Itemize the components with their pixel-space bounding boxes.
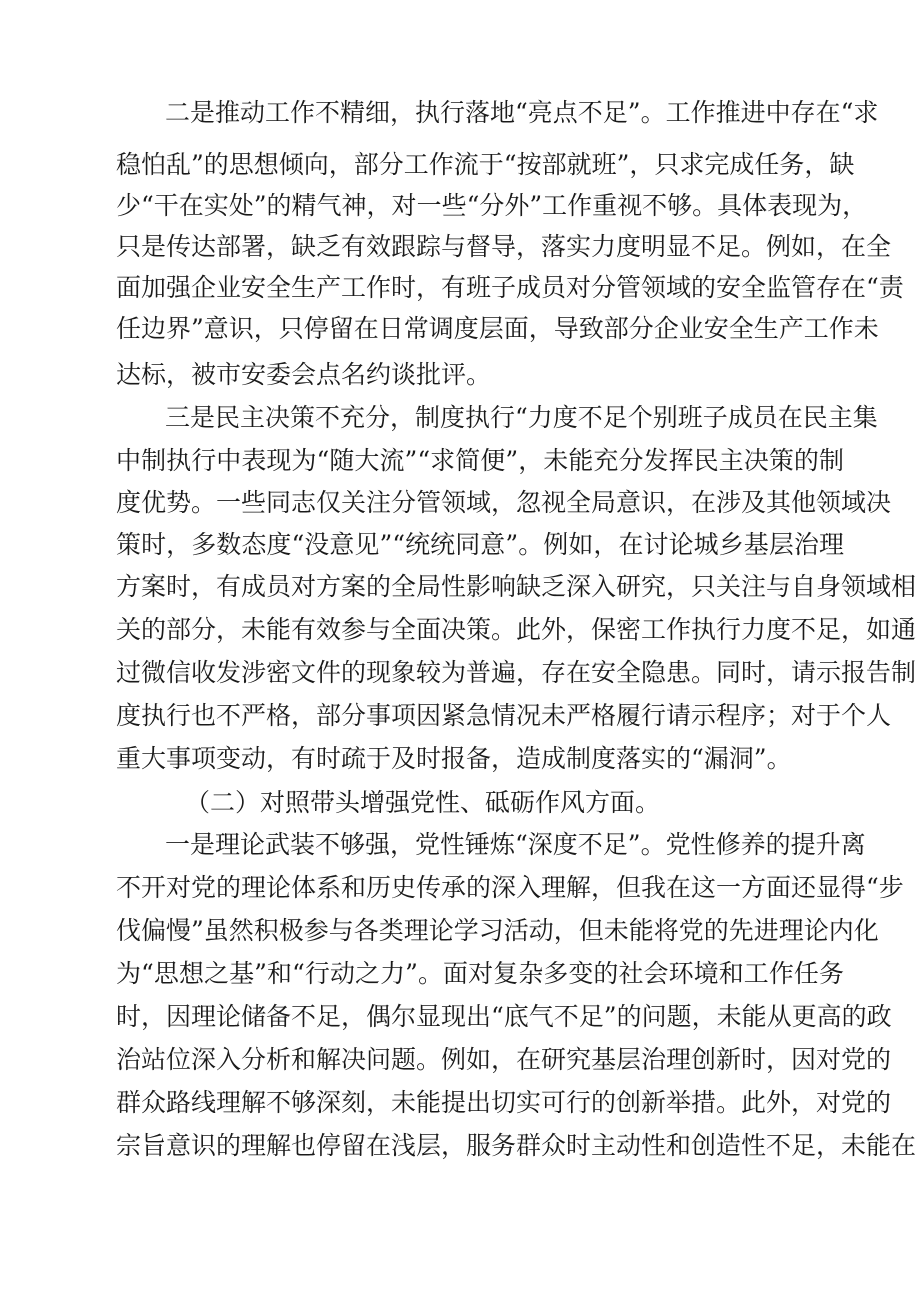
paragraph-line: 达标，被市安委会点名约谈批评。 <box>116 360 492 389</box>
paragraph-line: 关的部分，未能有效参与全面决策。此外，保密工作执行力度不足，如通 <box>116 615 917 644</box>
paragraph-line: 只是传达部署，缺乏有效跟踪与督导，落实力度明显不足。例如，在全 <box>116 232 892 261</box>
paragraph-line: 为“思想之基”和“行动之力”。面对复杂多变的社会环境和工作任务 <box>116 959 844 988</box>
paragraph-line: 宗旨意识的理解也停留在浅层，服务群众时主动性和创造性不足，未能在 <box>116 1131 917 1160</box>
paragraph-line: 面加强企业安全生产工作时，有班子成员对分管领域的安全监管存在“责 <box>116 273 904 302</box>
paragraph-line: 伐偏慢”虽然积极参与各类理论学习活动，但未能将党的先进理论内化 <box>116 916 879 945</box>
paragraph-line: 任边界”意识，只停留在日常调度层面，导致部分企业安全生产工作未 <box>116 314 879 343</box>
paragraph-line: 度优势。一些同志仅关注分管领域，忽视全局意识，在涉及其他领域决 <box>116 488 892 517</box>
paragraph-line: 策时，多数态度“没意见”“统统同意”。例如，在讨论城乡基层治理 <box>116 530 844 559</box>
paragraph-line: 稳怕乱”的思想倾向，部分工作流于“按部就班”，只求完成任务，缺 <box>116 150 855 179</box>
paragraph-line: 群众路线理解不够深刻，未能提出切实可行的创新举措。此外，对党的 <box>116 1088 892 1117</box>
section-heading: （二）对照带头增强党性、砥砺作风方面。 <box>185 788 661 817</box>
paragraph-line: 治站位深入分析和解决问题。例如，在研究基层治理创新时，因对党的 <box>116 1045 892 1074</box>
paragraph-line: 时，因理论储备不足，偶尔显现出“底气不足”的问题，未能从更高的政 <box>116 1002 892 1031</box>
paragraph-line: 一是理论武装不够强，党性锤炼“深度不足”。党性修养的提升离 <box>165 830 866 859</box>
paragraph-line: 少“干在实处”的精气神，对一些“分外”工作重视不够。具体表现为， <box>116 191 868 220</box>
paragraph-line: 度执行也不严格，部分事项因紧急情况未严格履行请示程序；对于个人 <box>116 701 892 730</box>
paragraph-line: 不开对党的理论体系和历史传承的深入理解，但我在这一方面还显得“步 <box>116 873 904 902</box>
paragraph-line: 重大事项变动，有时疏于及时报备，造成制度落实的“漏洞”。 <box>116 744 792 773</box>
paragraph-line: 方案时，有成员对方案的全局性影响缺乏深入研究，只关注与自身领域相 <box>116 572 917 601</box>
paragraph-line: 中制执行中表现为“随大流”“求简便”，未能充分发挥民主决策的制 <box>116 446 844 475</box>
paragraph-line: 三是民主决策不充分，制度执行“力度不足个别班子成员在民主集 <box>165 403 878 432</box>
paragraph-line: 二是推动工作不精细，执行落地“亮点不足”。工作推进中存在“求 <box>165 98 879 127</box>
paragraph-line: 过微信收发涉密文件的现象较为普遍，存在安全隐患。同时，请示报告制 <box>116 658 917 687</box>
